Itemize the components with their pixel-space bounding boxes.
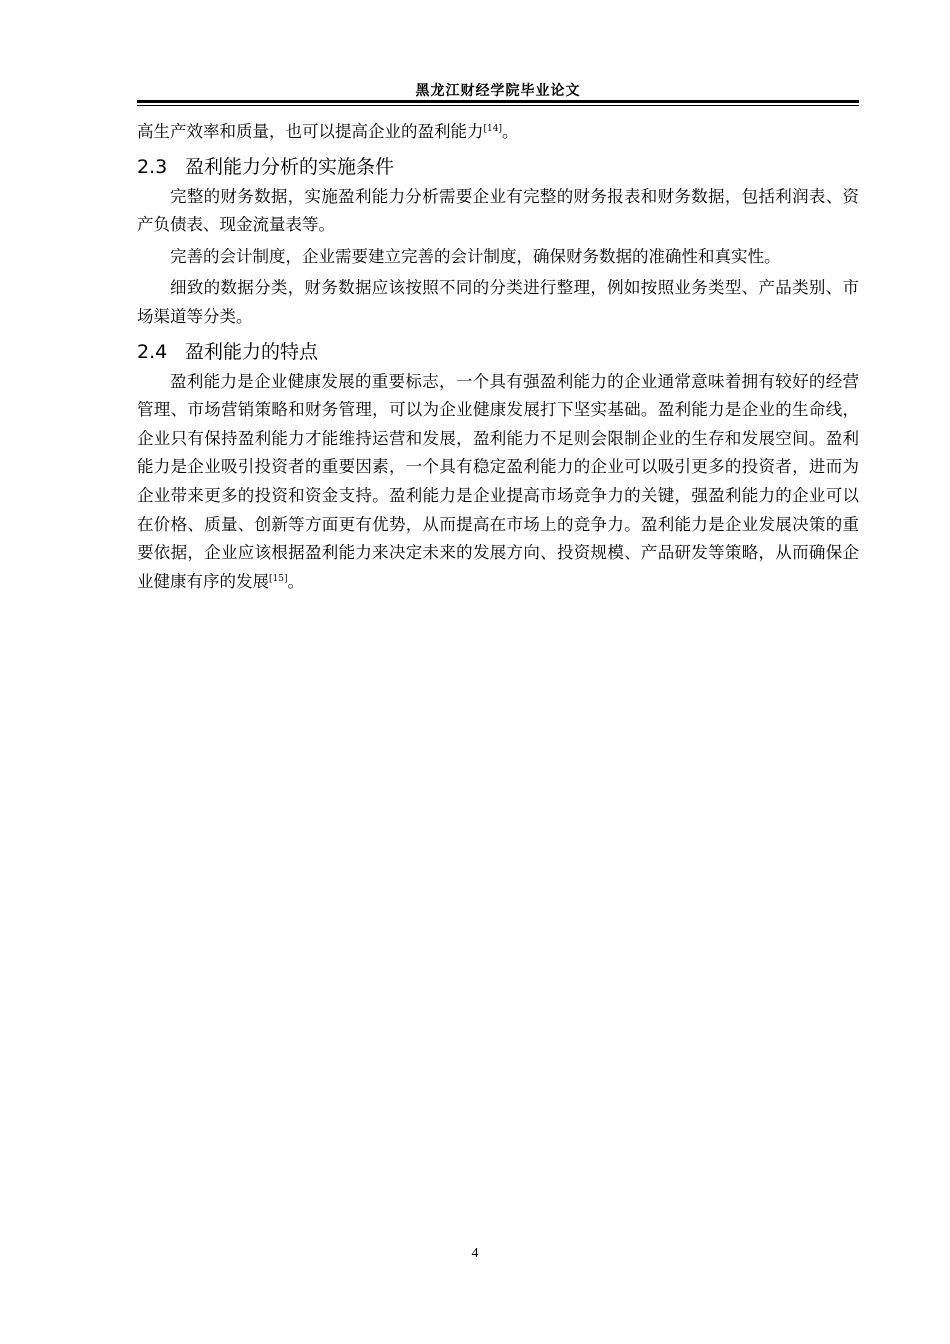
paragraph-tail: 。 (287, 571, 304, 591)
paragraph-accounting-system: 完善的会计制度，企业需要建立完善的会计制度，确保财务数据的准确性和真实性。 (170, 246, 781, 266)
section-title: 盈利能力分析的实施条件 (185, 155, 395, 178)
paragraph-profitability-features (137, 368, 859, 597)
section-heading-2-3 (137, 153, 859, 181)
page-header-title: 黑龙江财经学院毕业论文 (415, 83, 581, 99)
paragraph-text: 盈利能力是企业健康发展的重要标志，一个具有强盈利能力的企业通常意味着拥有较好的经营管理、市场营销策略和财务管理，可以为企业健康发展打下坚实基础。盈利能力是企业的生命线，企业只有保持盈利能力才能维持运营和发展，盈利能力不足则会限制企业的生存和发展空间。盈利能力是企业吸引投资者的重要因素，一个具有稳定盈利能力的企业可以吸引更多的投资者，进而为企业带来更多的投资和资金支持。盈利能力是企业提高市场竞争力的关键，强盈利能力的企业可以在价格、质量、创新等方面更有优势，从而提高在市场上的竞争力。盈利能力是企业发展决策的重要依据，企业应该根据盈利能力来决定未来的发展方向、投资规模、产品研发等策略，从而确保企业健康有序的发展 (137, 371, 859, 591)
page-number: 4 (471, 1246, 479, 1261)
document-body (137, 118, 859, 596)
paragraph-tail: 。 (501, 122, 519, 141)
section-heading-2-4 (137, 338, 859, 366)
header-divider-thin (137, 105, 859, 106)
section-number: 2.4 (137, 340, 168, 363)
citation-reference: [15] (269, 573, 288, 584)
citation-reference: [14] (483, 124, 502, 134)
paragraph-financial-data: 完整的财务数据，实施盈利能力分析需要企业有完整的财务报表和财务数据，包括利润表、资产负债表、现金流量表等。 (137, 186, 859, 235)
paragraph-continuation (137, 118, 859, 147)
paragraph-text: 高生产效率和质量，也可以提高企业的盈利能力 (137, 122, 484, 141)
section-number: 2.3 (137, 155, 168, 178)
paragraph-data-classification: 细致的数据分类，财务数据应该按照不同的分类进行整理，例如按照业务类型、产品类别、市场渠道等分类。 (137, 278, 859, 326)
section-title: 盈利能力的特点 (185, 340, 319, 363)
header-divider-thick (137, 100, 859, 103)
